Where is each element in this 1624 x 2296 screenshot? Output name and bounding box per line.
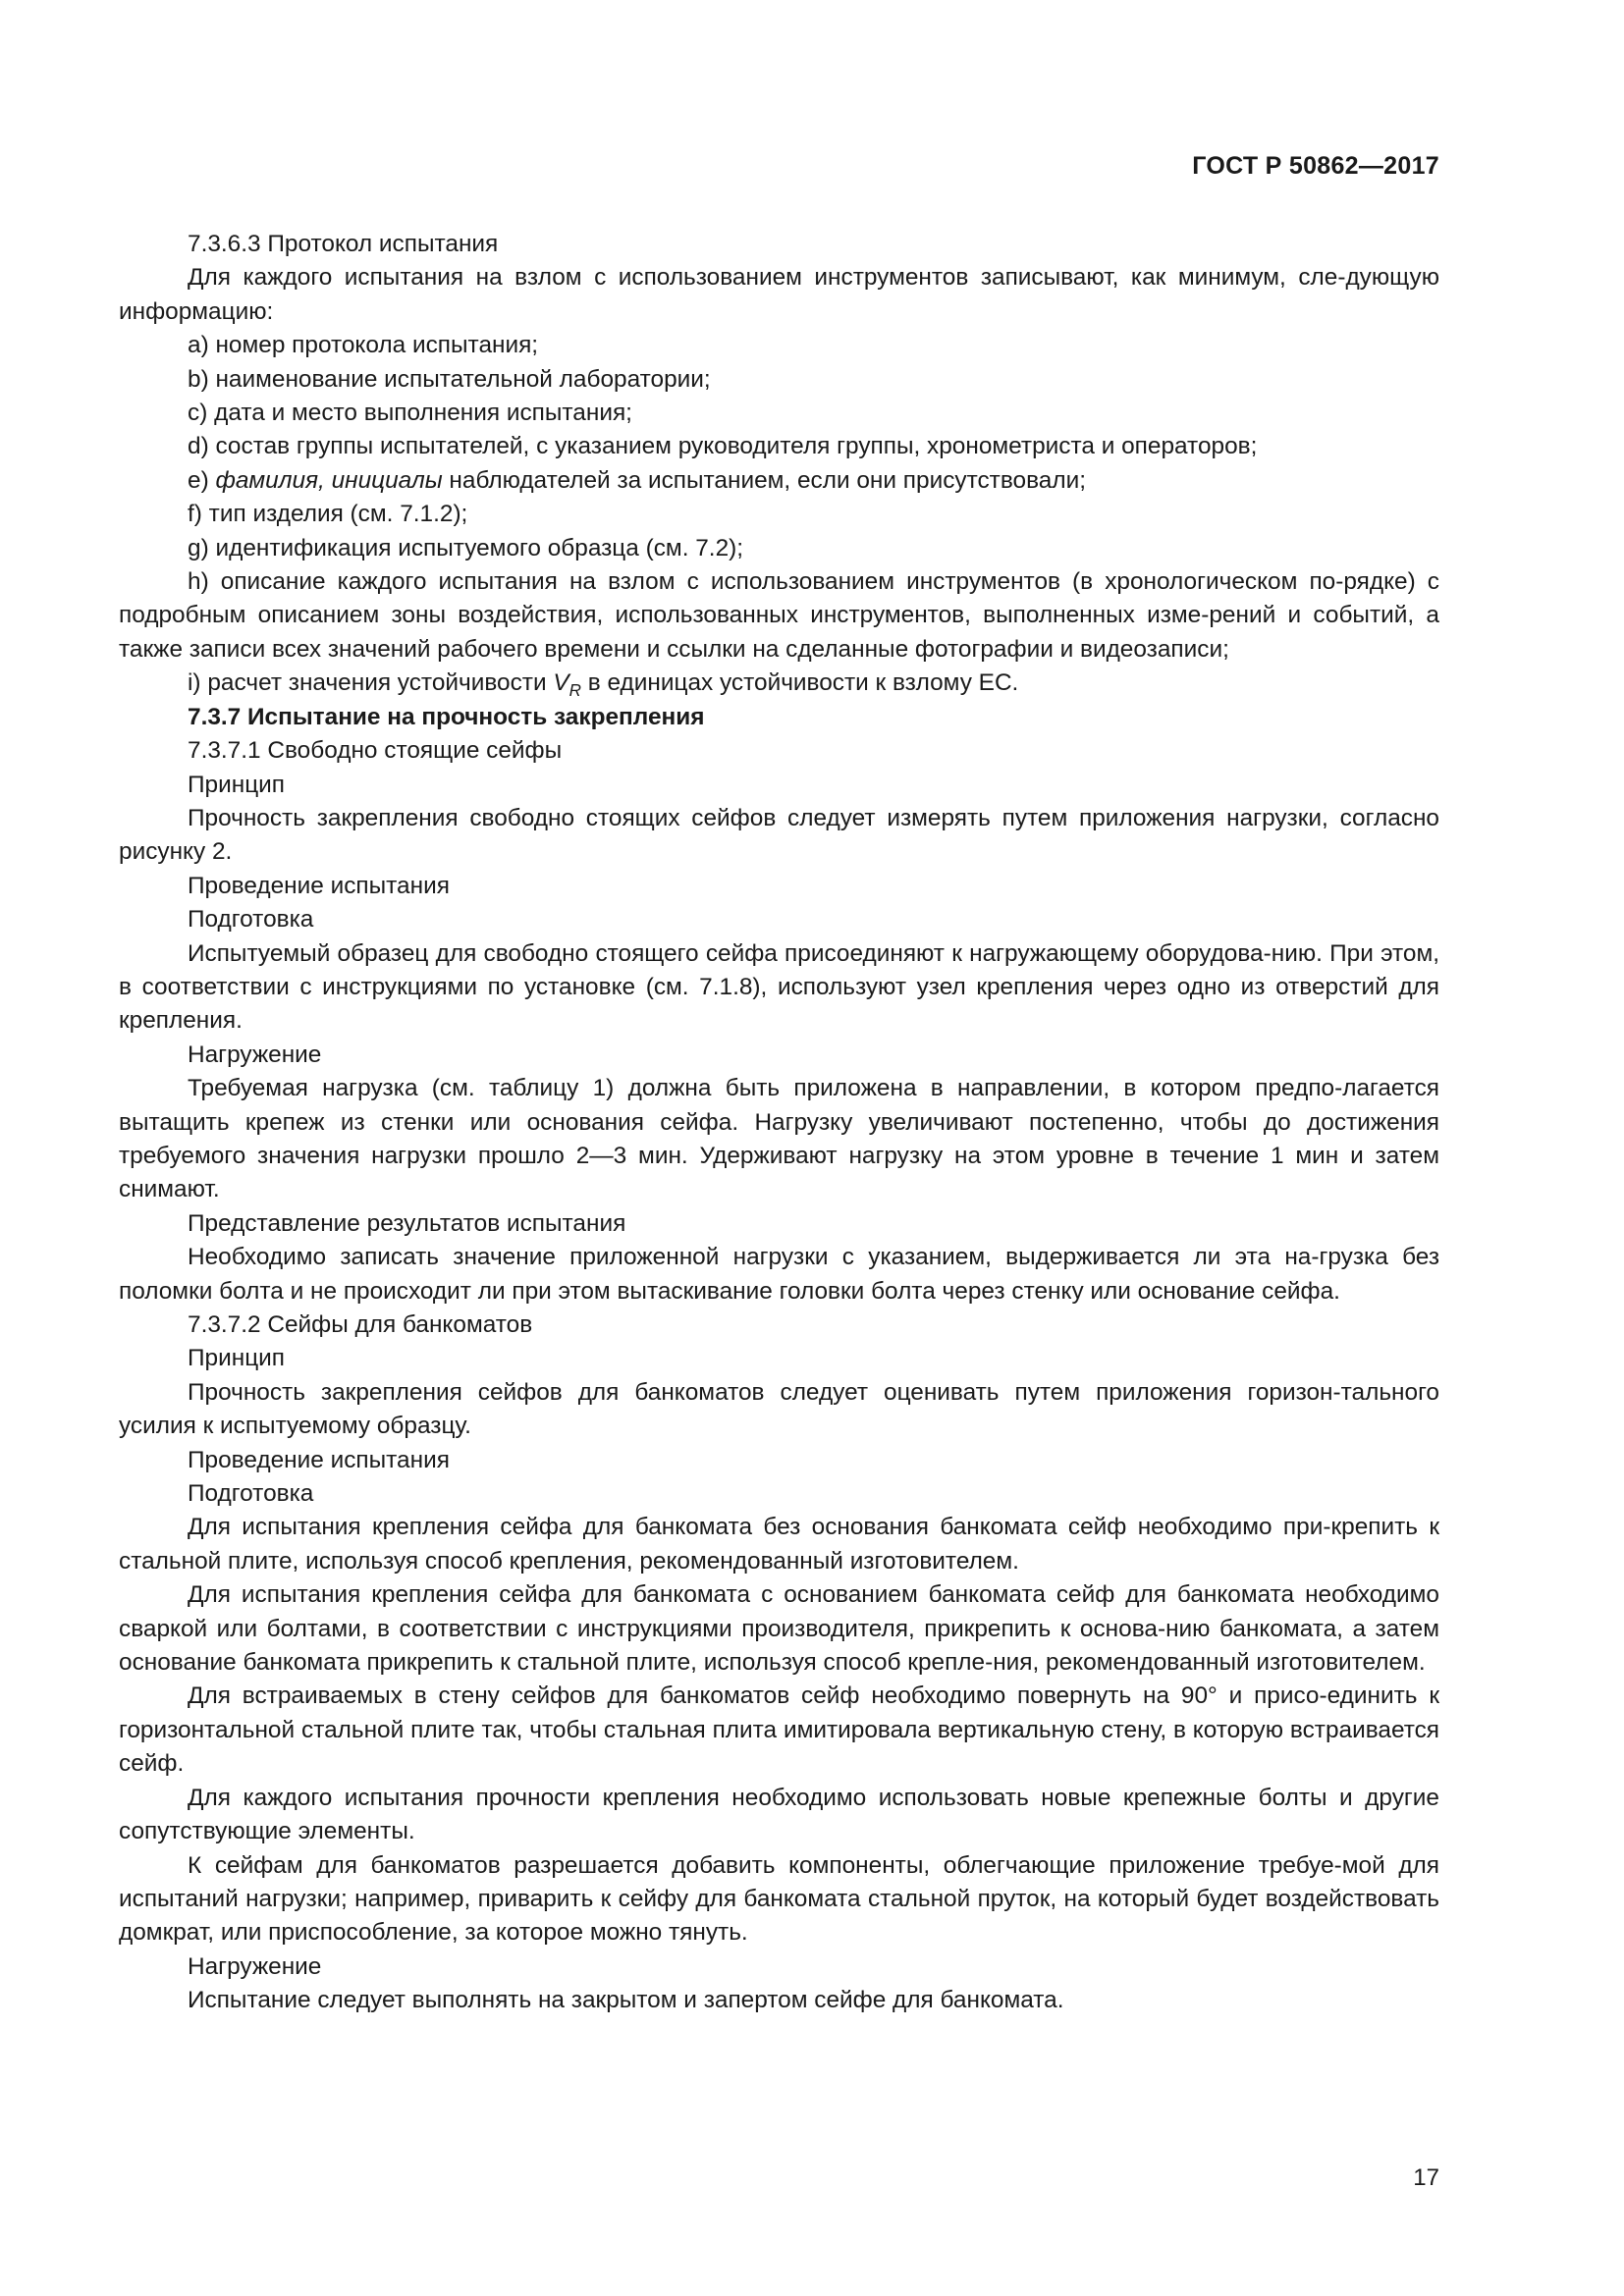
paragraph: Для каждого испытания на взлом с использованием инструментов записывают, как минимум, сле-дующую информацию:	[119, 264, 1439, 325]
paragraph-text: в единицах устойчивости к взлому ЕС.	[581, 669, 1019, 697]
paragraph: Принцип	[188, 1345, 285, 1372]
document-body	[119, 228, 1439, 2018]
italic-text: V	[553, 669, 569, 697]
paragraph: Для испытания крепления сейфа для банкомата с основанием банкомата сейф для банкомата необходимо сваркой или болтами, в соответствии с инструкциями производителя, прикрепить к основа-нию банкомата, а затем основание банкомата прикрепить к стальной плите, используя способ крепле-ния, рекомендованный изготовителем.	[119, 1581, 1439, 1677]
paragraph: К сейфам для банкоматов разрешается добавить компоненты, облегчающие приложение требуе-мой для испытаний нагрузки; например, приварить к сейфу для банкомата стальной пруток, на который будет воздействовать домкрат, или приспособление, за которое можно тянуть.	[119, 1851, 1439, 1947]
document-header: ГОСТ Р 50862—2017	[1192, 152, 1439, 180]
paragraph: a) номер протокола испытания;	[188, 332, 539, 359]
paragraph: c) дата и место выполнения испытания;	[188, 400, 632, 427]
paragraph: f) тип изделия (см. 7.1.2);	[188, 501, 468, 528]
paragraph: Представление результатов испытания	[188, 1209, 626, 1237]
italic-text: фамилия, инициалы	[215, 466, 443, 494]
paragraph: Прочность закрепления сейфов для банкоматов следует оценивать путем приложения горизон-тального усилия к испытуемому образцу.	[119, 1378, 1439, 1440]
paragraph: 7.3.6.3 Протокол испытания	[188, 231, 499, 257]
paragraph: Для каждого испытания прочности крепления необходимо использовать новые крепежные болты и другие сопутствующие элементы.	[119, 1784, 1439, 1845]
paragraph: Подготовка	[188, 906, 314, 934]
paragraph: Нагружение	[188, 1041, 322, 1068]
paragraph	[119, 667, 1439, 700]
paragraph: Испытание следует выполнять на закрытом и запертом сейфе для банкомата.	[188, 1987, 1064, 2014]
paragraph: 7.3.7.2 Сейфы для банкоматов	[188, 1311, 533, 1338]
paragraph: 7.3.7.1 Свободно стоящие сейфы	[188, 737, 563, 765]
subscript-text	[569, 681, 581, 700]
page-number: 17	[1413, 2164, 1439, 2191]
paragraph: Требуемая нагрузка (см. таблицу 1) должна быть приложена в направлении, в котором предпо-лагается вытащить крепеж из стенки или основания сейфа. Нагрузку увеличивают постепенно, чтобы до достижения требуемого значения нагрузки прошло 2—3 мин. Удерживают нагрузку на этом уровне в течение 1 мин и затем снимают.	[119, 1075, 1439, 1203]
paragraph: Для испытания крепления сейфа для банкомата без основания банкомата сейф необходимо при-крепить к стальной плите, используя способ крепления, рекомендованный изготовителем.	[119, 1514, 1439, 1575]
paragraph	[119, 464, 1439, 498]
paragraph: Нагружение	[188, 1952, 322, 1980]
subscript-italic: R	[568, 681, 581, 701]
paragraph: h) описание каждого испытания на взлом с использованием инструментов (в хронологическом по-рядке) с подробным описанием зоны воздействия, использованных инструментов, выполненных изме-рений и событий, а также записи всех значений рабочего времени и ссылки на сделанные фотографии и видеозаписи;	[119, 568, 1439, 663]
paragraph-text: e)	[188, 466, 216, 494]
paragraph: Для встраиваемых в стену сейфов для банкоматов сейф необходимо повернуть на 90° и присо-единить к горизонтальной стальной плите так, чтобы стальная плита имитировала вертикальную стену, в которую встраивается сейф.	[119, 1682, 1439, 1778]
paragraph: 7.3.7 Испытание на прочность закрепления	[188, 703, 705, 730]
paragraph: Испытуемый образец для свободно стоящего сейфа присоединяют к нагружающему оборудова-нию. При этом, в соответствии с инструкциями по установке (см. 7.1.8), используют узел крепления через одно из отверстий для крепления.	[119, 939, 1439, 1035]
paragraph: Проведение испытания	[188, 872, 450, 899]
paragraph: Прочность закрепления свободно стоящих сейфов следует измерять путем приложения нагрузки, согласно рисунку 2.	[119, 804, 1439, 866]
paragraph: g) идентификация испытуемого образца (см. 7.2);	[188, 534, 744, 561]
paragraph-text: наблюдателей за испытанием, если они присутствовали;	[442, 466, 1086, 494]
paragraph: b) наименование испытательной лаборатории;	[188, 365, 711, 393]
paragraph: Подготовка	[188, 1480, 314, 1508]
paragraph: Проведение испытания	[188, 1446, 450, 1473]
paragraph: Необходимо записать значение приложенной нагрузки с указанием, выдерживается ли эта на-грузка без поломки болта и не происходит ли при этом вытаскивание головки болта через стенку или основание сейфа.	[119, 1244, 1439, 1305]
paragraph: d) состав группы испытателей, с указанием руководителя группы, хронометриста и операторов;	[188, 433, 1258, 460]
paragraph-text: i) расчет значения устойчивости	[188, 669, 554, 697]
paragraph: Принцип	[188, 771, 285, 798]
